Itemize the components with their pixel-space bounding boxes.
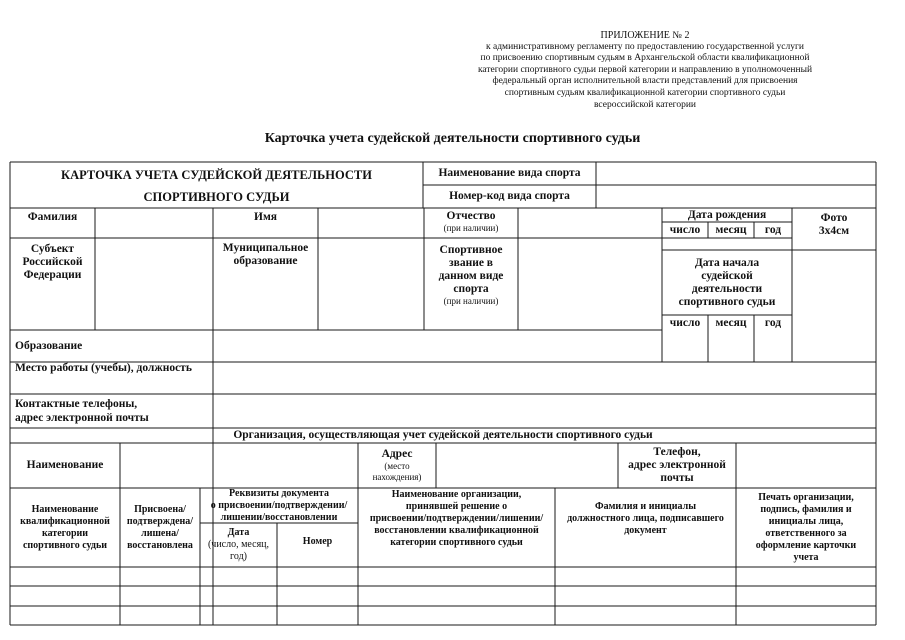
col-official bbox=[555, 488, 736, 550]
surname-label: Фамилия bbox=[27, 210, 78, 223]
col-decision-org-line: присвоении/подтверждении/лишении/ bbox=[369, 513, 544, 524]
col-category-line: спортивного судьи bbox=[22, 539, 108, 551]
col-official-line: должностного лица, подписавшего bbox=[567, 513, 724, 524]
start-day-label: число bbox=[669, 316, 701, 329]
col-decision-org-line: категории спортивного судьи bbox=[390, 537, 523, 548]
patronymic-note: (при наличии) bbox=[443, 223, 499, 233]
col-stamp-line: Печать организации, bbox=[758, 491, 854, 503]
main-title: Карточка учета судейской деятельности спортивного судьи bbox=[264, 131, 641, 146]
appendix-line: всероссийской категории bbox=[593, 99, 696, 110]
municipal-line: Муниципальное bbox=[222, 242, 309, 254]
phone-label bbox=[618, 443, 736, 488]
card-header-line: КАРТОЧКА УЧЕТА СУДЕЙСКОЙ ДЕЯТЕЛЬНОСТИ bbox=[61, 167, 372, 182]
org-name-label: Наименование bbox=[26, 459, 104, 471]
rank-line: Спортивное bbox=[439, 243, 503, 256]
rank-note: (при наличии) bbox=[443, 295, 499, 306]
appendix-line: категории спортивного судьи первой категории и направлению в уполномоченный bbox=[477, 64, 813, 75]
col-stamp bbox=[736, 488, 876, 567]
sport-rank-label bbox=[424, 240, 518, 310]
col-category bbox=[10, 488, 120, 567]
col-status bbox=[120, 488, 200, 567]
start-year-label: год bbox=[764, 316, 782, 329]
col-stamp-line: ответственного за bbox=[765, 527, 847, 539]
appendix-title: ПРИЛОЖЕНИЕ № 2 bbox=[600, 30, 690, 41]
col-decision-org-line: восстановлении квалификационной bbox=[374, 525, 539, 536]
workplace-label: Место работы (учебы), должность bbox=[15, 362, 192, 374]
col-category-line: категории bbox=[41, 527, 89, 539]
appendix-line: спортивным судьям квалификационной категории спортивного судьи bbox=[504, 87, 786, 98]
phone-line: почты bbox=[660, 472, 694, 484]
col-status-line: лишена/ bbox=[141, 527, 179, 539]
location-line: нахождения) bbox=[372, 472, 422, 482]
org-header: Организация, осуществляющая учет судейской деятельности спортивного судьи bbox=[233, 429, 653, 441]
col-number: Номер bbox=[302, 536, 333, 547]
birth-year-label: год bbox=[764, 223, 782, 236]
col-official-line: документ bbox=[624, 525, 667, 536]
municipal-label bbox=[213, 240, 318, 270]
phone-line: адрес электронной bbox=[628, 459, 726, 471]
col-status-line: восстановлена bbox=[127, 539, 193, 551]
address-label bbox=[358, 443, 436, 488]
sport-name-label: Наименование вида спорта bbox=[438, 167, 581, 179]
col-requisites-line: о присвоении/подтверждении/ bbox=[210, 499, 348, 511]
start-line: спортивного судьи bbox=[678, 296, 776, 308]
rank-line: звание в bbox=[448, 256, 494, 269]
patronymic-label bbox=[424, 208, 518, 236]
subject-label bbox=[10, 240, 95, 284]
col-requisites-line: Реквизиты документа bbox=[229, 487, 329, 499]
municipal-line: образование bbox=[233, 255, 298, 267]
col-stamp-line: учета bbox=[793, 551, 819, 563]
col-requisites bbox=[200, 488, 358, 523]
patronymic-text: Отчество bbox=[446, 210, 496, 222]
col-date-line: Дата bbox=[227, 527, 250, 538]
birth-month-label: месяц bbox=[715, 223, 747, 236]
subject-line: Субъект bbox=[30, 242, 75, 255]
rank-line: спорта bbox=[453, 282, 489, 295]
col-stamp-line: подпись, фамилия и bbox=[760, 503, 852, 515]
col-status-line: подтверждена/ bbox=[126, 515, 194, 527]
photo-text: Фото bbox=[820, 212, 848, 224]
col-official-line: Фамилия и инициалы bbox=[594, 501, 697, 512]
col-decision-org bbox=[358, 488, 555, 550]
contacts-label bbox=[15, 398, 149, 425]
start-month-label: месяц bbox=[715, 316, 747, 329]
col-decision-org-line: Наименование организации, bbox=[391, 489, 522, 500]
col-requisites-line: лишении/восстановлении bbox=[220, 511, 338, 523]
start-line: деятельности bbox=[691, 283, 763, 295]
col-category-line: Наименование bbox=[31, 503, 99, 515]
education-label: Образование bbox=[15, 340, 83, 352]
col-date-line: (число, месяц, bbox=[207, 539, 270, 550]
birth-date-label: Дата рождения bbox=[687, 208, 767, 221]
col-decision-org-line: принявшей решение о bbox=[405, 501, 508, 512]
col-stamp-line: инициалы лица, bbox=[768, 515, 844, 527]
subject-line: Российской bbox=[22, 255, 83, 268]
phone-line: Телефон, bbox=[653, 446, 701, 458]
sport-code-label: Номер-код вида спорта bbox=[449, 190, 570, 202]
subject-line: Федерации bbox=[23, 268, 82, 281]
birth-day-label: число bbox=[669, 223, 701, 236]
name-label: Имя bbox=[254, 210, 277, 223]
col-status-line: Присвоена/ bbox=[134, 503, 186, 515]
card-header bbox=[10, 163, 423, 208]
appendix-line: федеральный орган исполнительной власти представлений для присвоения bbox=[492, 76, 798, 87]
col-date bbox=[200, 523, 277, 567]
appendix-line: по присвоению спортивным судьям в Архангельской области квалификационной bbox=[480, 53, 810, 64]
photo-size: 3х4см bbox=[818, 225, 850, 237]
contacts-line: Контактные телефоны, bbox=[15, 398, 138, 410]
photo-label bbox=[792, 208, 876, 242]
col-stamp-line: оформление карточки bbox=[755, 539, 857, 551]
rank-line: данном виде bbox=[438, 269, 504, 282]
contacts-line: адрес электронной почты bbox=[15, 411, 149, 424]
col-date-line: год) bbox=[230, 551, 247, 562]
start-line: Дата начала bbox=[694, 257, 760, 269]
card-header-line: СПОРТИВНОГО СУДЬИ bbox=[143, 189, 290, 204]
address-text: Адрес bbox=[381, 448, 413, 460]
col-category-line: квалификационной bbox=[20, 515, 110, 527]
start-line: судейской bbox=[701, 270, 753, 282]
appendix-line: к административному регламенту по предоставлению государственной услуги bbox=[486, 41, 804, 52]
start-date-label bbox=[662, 252, 792, 314]
location-line: (место bbox=[384, 461, 410, 471]
